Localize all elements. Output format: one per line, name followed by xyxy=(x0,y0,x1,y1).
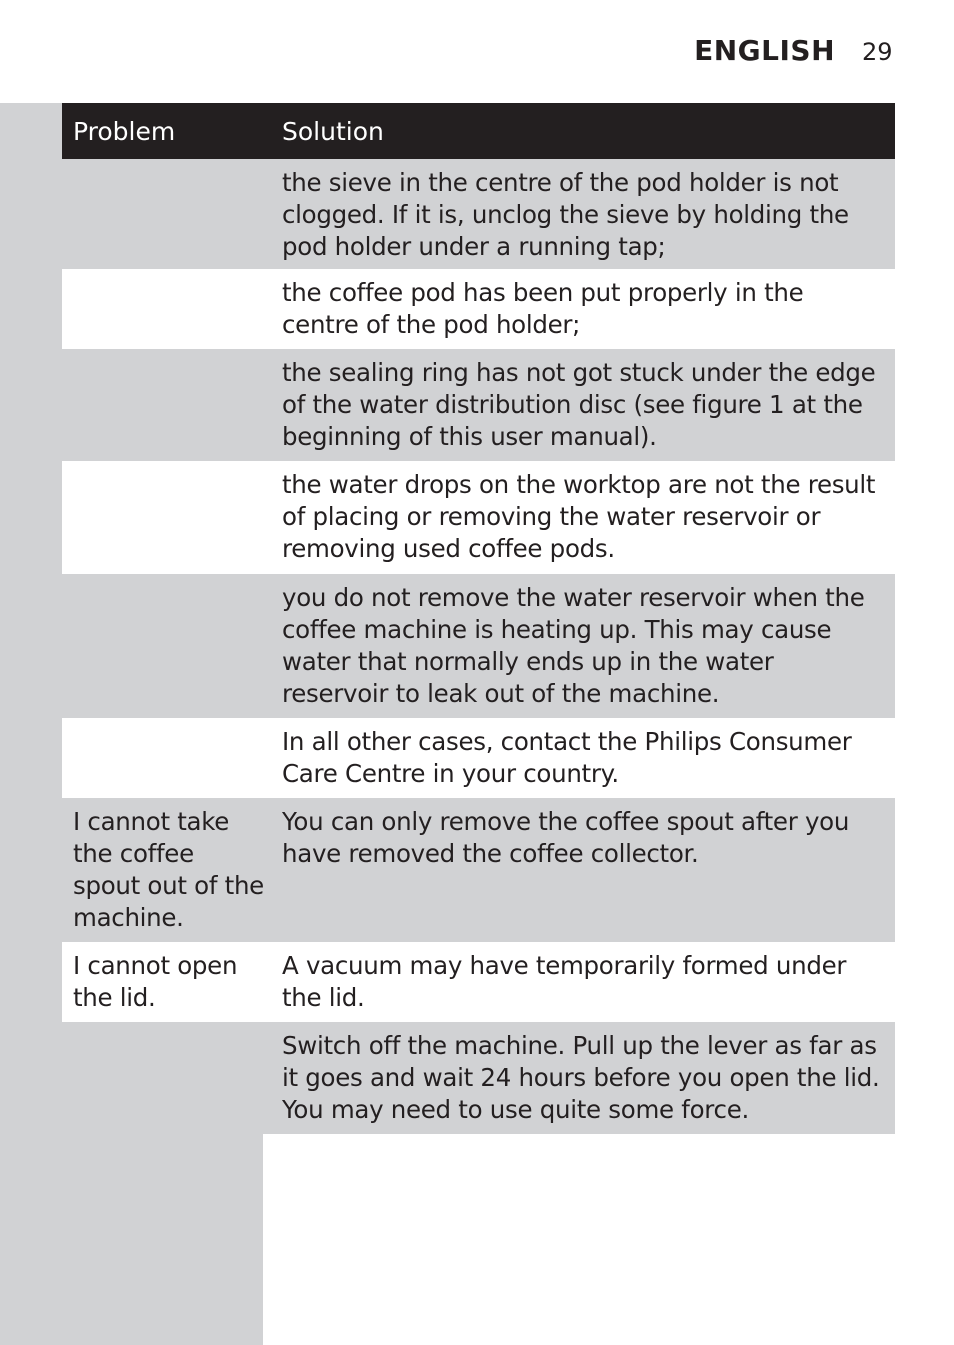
page-number: 29 xyxy=(862,38,893,66)
table-row xyxy=(62,1022,895,1134)
column-header-solution: Solution xyxy=(282,116,384,146)
solution-cell: you do not remove the water reservoir when the coffee machine is heating up. This may cause water that normally ends up in the water reservoir to leak out of the machine. xyxy=(282,583,865,708)
table-row xyxy=(62,461,895,574)
table-row xyxy=(62,349,895,461)
solution-cell: the sealing ring has not got stuck under the edge of the water distribution disc (see figure 1 at the beginning of this user manual). xyxy=(282,358,876,451)
problem-cell: I cannot open the lid. xyxy=(62,942,272,1022)
solution-cell: the water drops on the worktop are not the result of placing or removing the water reservoir or removing used coffee pods. xyxy=(282,470,876,563)
table-header xyxy=(62,103,895,159)
solution-cell: Switch off the machine. Pull up the lever as far as it goes and wait 24 hours before you open the lid. You may need to use quite some force. xyxy=(282,1031,880,1124)
problem-cell xyxy=(62,159,272,269)
problem-cell xyxy=(62,1022,272,1134)
table-row xyxy=(62,942,895,1022)
problem-cell: I cannot take the coffee spout out of the machine. xyxy=(73,807,264,932)
column-header-problem: Problem xyxy=(73,116,176,146)
solution-cell: A vacuum may have temporarily formed under the lid. xyxy=(282,951,847,1012)
problem-cell xyxy=(62,461,272,574)
solution-cell: the sieve in the centre of the pod holder is not clogged. If it is, unclog the sieve by holding the pod holder under a running tap; xyxy=(282,168,849,261)
table-row xyxy=(62,718,895,798)
solution-cell: In all other cases, contact the Philips Consumer Care Centre in your country. xyxy=(282,727,852,788)
problem-cell xyxy=(62,574,272,718)
language-heading: ENGLISH xyxy=(694,34,835,67)
table-row xyxy=(62,574,895,718)
solution-cell: You can only remove the coffee spout after you have removed the coffee collector. xyxy=(282,807,850,868)
table-row xyxy=(62,269,895,349)
bottom-margin-band xyxy=(0,1134,263,1345)
solution-cell: the coffee pod has been put properly in the centre of the pod holder; xyxy=(282,278,804,339)
troubleshooting-table xyxy=(62,103,895,1134)
table-row xyxy=(62,798,895,942)
problem-cell xyxy=(62,349,272,461)
problem-cell xyxy=(62,718,272,798)
table-row xyxy=(62,159,895,269)
problem-cell xyxy=(62,269,272,349)
